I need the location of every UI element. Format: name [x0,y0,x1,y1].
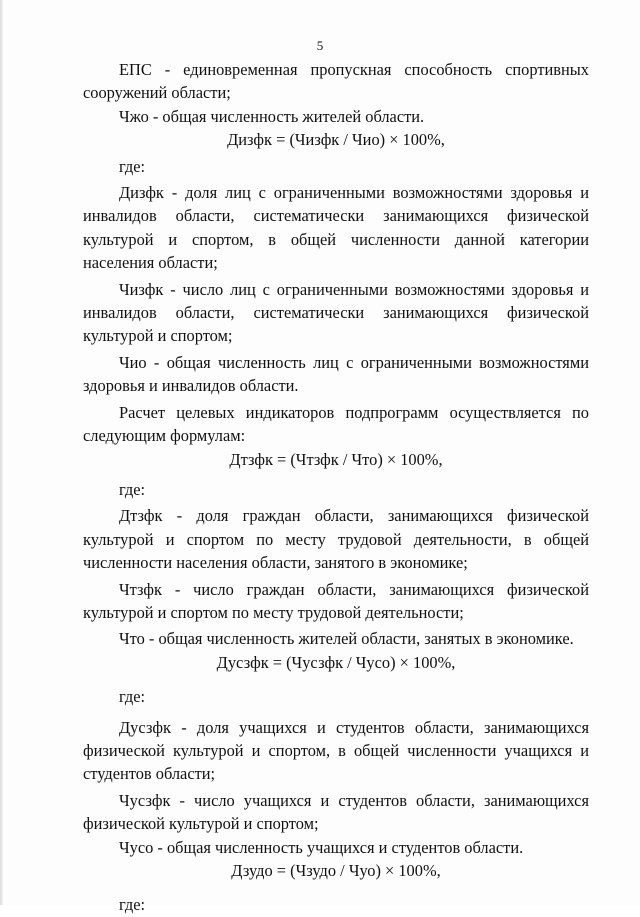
paragraph-calculation-intro: Расчет целевых индикаторов подпрограмм осуществляется по следующим формулам: [83,402,589,446]
paragraph-chto-definition: Что - общая численность жителей области, занятых в экономике. [119,629,574,649]
paragraph-chtzfk-definition: Чтзфк - число граждан области, занимающихся физической культурой и спортом по месту трудовой деятельности; [83,579,589,622]
paragraph-eps-definition: ЕПС - единовременная пропускная способность спортивных сооружений области; [83,60,589,103]
where-label: где: [119,895,146,915]
where-label: где: [119,156,146,176]
formula-dizfk: Дизфк = (Чизфк / Чио) × 100%, [227,130,445,150]
document-body [83,58,589,917]
paragraph-chusfk-definition: Чусзфк - число учащихся и студентов области, занимающихся физической культурой и спортом; [83,790,589,834]
formula-dusfk: Дусзфк = (Чусзфк / Чусо) × 100%, [216,652,456,672]
paragraph-chuso-definition: Чусо - общая численность учащихся и студентов области. [119,837,524,857]
formula-dzudo: Дзудо = (Чзудо / Чуо) × 100%, [231,861,441,880]
where-label: где: [119,687,146,707]
page-edge-shadow [0,0,3,905]
paragraph-dusfk-definition: Дусзфк - доля учащихся и студентов области, занимающихся физической культурой и спортом, в общей численности учащихся и студентов области; [83,717,589,784]
page-number: 5 [316,38,324,53]
paragraph-dizfk-definition: Дизфк - доля лиц с ограниченными возможностями здоровья и инвалидов области, систематически занимающихся физической культурой и спортом, в общей численности данной категории населения области; [83,183,589,273]
paragraph-chizfk-definition: Чизфк - число лиц с ограниченными возможностями здоровья и инвалидов области, систематически занимающихся физической культурой и спортом; [83,279,589,346]
where-label: где: [119,479,146,499]
paragraph-chio-definition: Чио - общая численность лиц с ограниченными возможностями здоровья и инвалидов области. [83,352,589,396]
paragraph-dtzfk-definition: Дтзфк - доля граждан области, занимающихся физической культурой и спортом по месту трудовой деятельности, в общей численности населения области, занятого в экономике; [83,506,589,573]
paragraph-chzho-definition: Чжо - общая численность жителей области. [119,106,425,126]
formula-dtzfk: Дтзфк = (Чтзфк / Что) × 100%, [229,449,443,469]
